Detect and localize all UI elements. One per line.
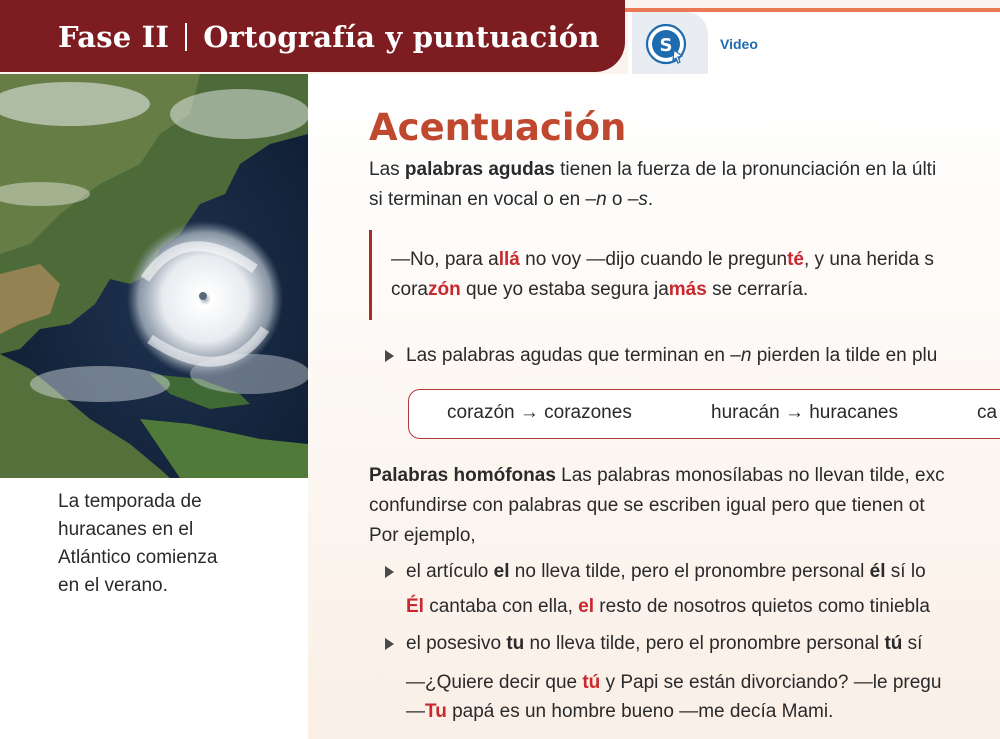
text: el artículo — [406, 561, 494, 582]
header-title — [58, 18, 600, 56]
text: , y una herida s — [804, 249, 934, 270]
text: sí — [902, 633, 923, 654]
page-header — [0, 0, 1000, 74]
text: no voy —dijo cuando le pregun — [519, 249, 788, 270]
caption-line: huracanes en el — [58, 519, 194, 540]
text: o – — [606, 189, 639, 210]
lesson-title: Acentuación — [369, 106, 627, 149]
video-link[interactable]: Video — [720, 36, 758, 52]
text: cantaba con ella, — [423, 596, 579, 617]
example-tu-rule — [406, 629, 922, 659]
text: no lleva tilde, pero el pronombre personal — [509, 561, 870, 582]
plural-example: huracán → huracanes — [711, 402, 898, 423]
homophones-line-2: confundirse con palabras que se escriben igual pero que tienen ot — [369, 495, 925, 516]
text: sí lo — [885, 561, 926, 582]
text: —¿Quiere decir que — [406, 672, 583, 693]
example-el-sentence — [406, 592, 930, 622]
intro-line-1 — [369, 155, 936, 185]
caption-line: en el verano. — [58, 575, 168, 596]
highlight: té — [787, 249, 804, 270]
text: no lleva tilde, pero el pronombre personal — [524, 633, 885, 654]
example-quote — [369, 230, 1000, 320]
hurricane-image — [0, 74, 308, 478]
video-icon[interactable] — [644, 22, 688, 66]
intro-line-2 — [369, 185, 653, 215]
bold-word: tu — [506, 633, 525, 654]
example-el-rule — [406, 557, 926, 587]
highlight: llá — [498, 249, 520, 270]
text: que yo estaba segura ja — [460, 279, 669, 300]
bullet-icon — [385, 638, 394, 650]
example-tu-sentence-1 — [406, 668, 941, 698]
letter-n: n — [596, 189, 607, 210]
plural-example: ca — [977, 402, 998, 423]
plural-example: corazón → corazones — [447, 402, 632, 423]
text: — — [406, 701, 425, 722]
example-tu-sentence-2 — [406, 697, 833, 727]
svg-text:S: S — [659, 35, 673, 56]
bullet-icon — [385, 566, 394, 578]
quote-line-1 — [391, 245, 934, 275]
bold-word: él — [869, 561, 886, 582]
letter-n: n — [740, 345, 752, 366]
text: Las — [369, 159, 405, 180]
caption-line: La temporada de — [58, 491, 202, 512]
text: . — [647, 189, 654, 210]
text: tienen la fuerza de la pronunciación en la últi — [554, 159, 937, 180]
text: se cerraría. — [706, 279, 809, 300]
highlight: zón — [427, 279, 461, 300]
main-content — [369, 100, 1000, 739]
homophones-line-1 — [369, 461, 945, 491]
text: Las palabras monosílabas no llevan tilde, exc — [555, 465, 945, 486]
plural-examples-box — [408, 389, 1000, 439]
text: —No, para a — [391, 249, 499, 270]
text: y Papi se están divorciando? —le pregu — [600, 672, 942, 693]
text: el posesivo — [406, 633, 507, 654]
highlight: tú — [582, 672, 601, 693]
highlight: Él — [406, 596, 424, 617]
text: cora — [391, 279, 428, 300]
term-palabras-agudas: palabras agudas — [404, 159, 555, 180]
section-label: Fase II — [58, 20, 170, 54]
text: si terminan en vocal o en – — [369, 189, 597, 210]
text: Las palabras agudas que terminan en – — [406, 345, 741, 366]
homophones-line-3: Por ejemplo, — [369, 525, 476, 546]
text: pierden la tilde en plu — [751, 345, 938, 366]
term-palabras-homofonas: Palabras homófonas — [369, 465, 556, 486]
highlight: más — [668, 279, 707, 300]
caption-line: Atlántico comienza — [58, 547, 218, 568]
image-caption — [58, 488, 278, 600]
highlight: el — [578, 596, 595, 617]
bold-word: tú — [884, 633, 903, 654]
quote-line-2 — [391, 275, 808, 305]
highlight: Tu — [425, 701, 447, 722]
letter-s: s — [638, 189, 648, 210]
plural-rule — [406, 341, 937, 371]
bullet-icon — [385, 350, 394, 362]
page-topic: Ortografía y puntuación — [203, 20, 600, 54]
text: papá es un hombre bueno —me decía Mami. — [446, 701, 834, 722]
bold-word: el — [493, 561, 510, 582]
text: resto de nosotros quietos como tiniebla — [594, 596, 930, 617]
title-separator — [185, 23, 187, 51]
